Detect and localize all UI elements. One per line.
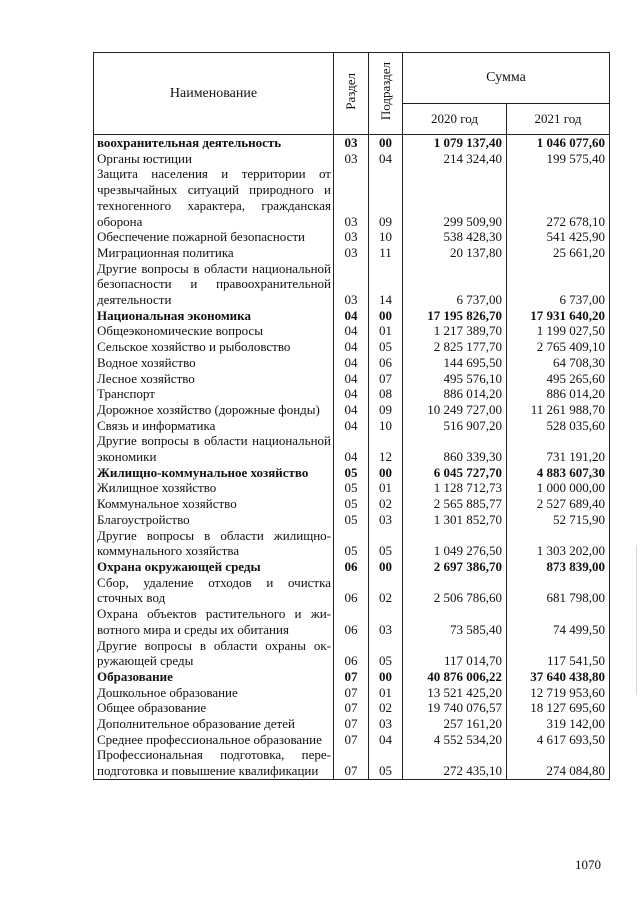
row-sum-2020: 2 825 177,70 bbox=[403, 339, 507, 355]
row-sum-2021: 6 737,00 bbox=[507, 261, 610, 308]
row-section: 04 bbox=[334, 386, 369, 402]
row-sum-2021: 1 199 027,50 bbox=[507, 323, 610, 339]
row-subsection: 02 bbox=[369, 575, 403, 606]
row-subsection: 03 bbox=[369, 512, 403, 528]
table-row bbox=[94, 151, 610, 167]
row-sum-2021: 528 035,60 bbox=[507, 418, 610, 434]
row-sum-2021: 2 765 409,10 bbox=[507, 339, 610, 355]
table-row bbox=[94, 685, 610, 701]
table-row bbox=[94, 433, 610, 464]
row-section: 07 bbox=[334, 669, 369, 685]
header-year-2021: 2021 год bbox=[507, 103, 610, 134]
table-row bbox=[94, 575, 610, 606]
row-sum-2020: 516 907,20 bbox=[403, 418, 507, 434]
header-subsection-label: Подраздел bbox=[377, 62, 393, 121]
row-sum-2020: 4 552 534,20 bbox=[403, 732, 507, 748]
row-subsection: 00 bbox=[369, 308, 403, 324]
row-sum-2020: 10 249 727,00 bbox=[403, 402, 507, 418]
row-section: 07 bbox=[334, 732, 369, 748]
row-sum-2021: 199 575,40 bbox=[507, 151, 610, 167]
header-year-2020: 2020 год bbox=[403, 103, 507, 134]
row-sum-2020: 2 506 786,60 bbox=[403, 575, 507, 606]
row-sum-2020: 144 695,50 bbox=[403, 355, 507, 371]
row-section: 07 bbox=[334, 700, 369, 716]
row-sum-2021: 117 541,50 bbox=[507, 638, 610, 669]
row-name: Другие вопросы в области национальной безопасности и правоохранительной деятельности bbox=[94, 261, 334, 308]
row-subsection: 03 bbox=[369, 716, 403, 732]
row-name: Жилищно-коммунальное хозяйство bbox=[94, 465, 334, 481]
row-subsection: 01 bbox=[369, 323, 403, 339]
row-subsection: 02 bbox=[369, 496, 403, 512]
row-section: 06 bbox=[334, 575, 369, 606]
row-sum-2020: 6 045 727,70 bbox=[403, 465, 507, 481]
table-row bbox=[94, 323, 610, 339]
row-name: Другие вопросы в области национальной экономики bbox=[94, 433, 334, 464]
table-row bbox=[94, 732, 610, 748]
row-subsection: 06 bbox=[369, 355, 403, 371]
row-name: Коммунальное хозяйство bbox=[94, 496, 334, 512]
row-subsection: 05 bbox=[369, 747, 403, 779]
row-subsection: 08 bbox=[369, 386, 403, 402]
row-name: Национальная экономика bbox=[94, 308, 334, 324]
row-subsection: 00 bbox=[369, 669, 403, 685]
row-name: Лесное хозяйство bbox=[94, 371, 334, 387]
table-row bbox=[94, 229, 610, 245]
row-sum-2021: 12 719 953,60 bbox=[507, 685, 610, 701]
row-sum-2021: 319 142,00 bbox=[507, 716, 610, 732]
row-subsection: 10 bbox=[369, 229, 403, 245]
row-name: Миграционная политика bbox=[94, 245, 334, 261]
row-sum-2020: 2 565 885,77 bbox=[403, 496, 507, 512]
row-name: Общеэкономические вопросы bbox=[94, 323, 334, 339]
row-section: 07 bbox=[334, 747, 369, 779]
table-row bbox=[94, 402, 610, 418]
row-sum-2020: 886 014,20 bbox=[403, 386, 507, 402]
table-row bbox=[94, 716, 610, 732]
row-sum-2020: 117 014,70 bbox=[403, 638, 507, 669]
row-section: 06 bbox=[334, 559, 369, 575]
row-subsection: 09 bbox=[369, 166, 403, 229]
row-sum-2021: 731 191,20 bbox=[507, 433, 610, 464]
row-sum-2021: 74 499,50 bbox=[507, 606, 610, 637]
row-section: 03 bbox=[334, 166, 369, 229]
row-sum-2020: 19 740 076,57 bbox=[403, 700, 507, 716]
row-sum-2021: 272 678,10 bbox=[507, 166, 610, 229]
row-sum-2020: 1 049 276,50 bbox=[403, 528, 507, 559]
row-sum-2021: 681 798,00 bbox=[507, 575, 610, 606]
row-name: Водное хозяйство bbox=[94, 355, 334, 371]
row-sum-2020: 214 324,40 bbox=[403, 151, 507, 167]
table-row bbox=[94, 606, 610, 637]
row-sum-2021: 25 661,20 bbox=[507, 245, 610, 261]
table-body bbox=[94, 135, 610, 780]
page-number: 1070 bbox=[575, 857, 601, 872]
row-subsection: 05 bbox=[369, 638, 403, 669]
row-name: Защита населения и территории от чрезвычайных ситуаций природного и техногенного характера, гражданская оборона bbox=[94, 166, 334, 229]
table-row bbox=[94, 166, 610, 229]
row-sum-2021: 17 931 640,20 bbox=[507, 308, 610, 324]
header-sum: Сумма bbox=[403, 53, 610, 104]
table-row bbox=[94, 559, 610, 575]
row-section: 04 bbox=[334, 308, 369, 324]
row-sum-2020: 1 217 389,70 bbox=[403, 323, 507, 339]
row-subsection: 04 bbox=[369, 732, 403, 748]
row-subsection: 14 bbox=[369, 261, 403, 308]
row-sum-2020: 1 079 137,40 bbox=[403, 135, 507, 151]
row-name: Охрана объектов растительного и животного мира и среды их обитания bbox=[94, 606, 334, 637]
row-name: Дошкольное образование bbox=[94, 685, 334, 701]
row-section: 06 bbox=[334, 638, 369, 669]
row-section: 05 bbox=[334, 528, 369, 559]
row-name: Профессиональная подготовка, переподготовка и повышение квалификации bbox=[94, 747, 334, 779]
row-section: 04 bbox=[334, 402, 369, 418]
row-sum-2021: 1 000 000,00 bbox=[507, 480, 610, 496]
row-sum-2020: 13 521 425,20 bbox=[403, 685, 507, 701]
row-subsection: 07 bbox=[369, 371, 403, 387]
row-sum-2020: 2 697 386,70 bbox=[403, 559, 507, 575]
row-subsection: 05 bbox=[369, 528, 403, 559]
row-sum-2021: 274 084,80 bbox=[507, 747, 610, 779]
row-name: Сбор, удаление отходов и очистка сточных вод bbox=[94, 575, 334, 606]
row-name: Дополнительное образование детей bbox=[94, 716, 334, 732]
row-name: Сельское хозяйство и рыболовство bbox=[94, 339, 334, 355]
table-row bbox=[94, 496, 610, 512]
row-section: 03 bbox=[334, 261, 369, 308]
row-sum-2021: 1 303 202,00 bbox=[507, 528, 610, 559]
table-header bbox=[94, 53, 610, 135]
row-section: 04 bbox=[334, 355, 369, 371]
budget-table bbox=[93, 52, 610, 780]
row-name: Другие вопросы в области жилищно-коммунального хозяйства bbox=[94, 528, 334, 559]
row-name: Обеспечение пожарной безопасности bbox=[94, 229, 334, 245]
table-row bbox=[94, 135, 610, 151]
row-sum-2020: 538 428,30 bbox=[403, 229, 507, 245]
row-subsection: 03 bbox=[369, 606, 403, 637]
row-subsection: 00 bbox=[369, 465, 403, 481]
table-row bbox=[94, 669, 610, 685]
row-subsection: 09 bbox=[369, 402, 403, 418]
row-section: 05 bbox=[334, 512, 369, 528]
row-sum-2021: 2 527 689,40 bbox=[507, 496, 610, 512]
row-sum-2021: 886 014,20 bbox=[507, 386, 610, 402]
row-subsection: 00 bbox=[369, 559, 403, 575]
row-name: Связь и информатика bbox=[94, 418, 334, 434]
row-section: 05 bbox=[334, 465, 369, 481]
table-row bbox=[94, 480, 610, 496]
row-section: 04 bbox=[334, 418, 369, 434]
row-sum-2021: 495 265,60 bbox=[507, 371, 610, 387]
header-section bbox=[334, 53, 369, 135]
row-name: Другие вопросы в области охраны окружающей среды bbox=[94, 638, 334, 669]
row-section: 03 bbox=[334, 151, 369, 167]
table-row bbox=[94, 512, 610, 528]
row-section: 03 bbox=[334, 245, 369, 261]
row-section: 05 bbox=[334, 480, 369, 496]
row-sum-2020: 20 137,80 bbox=[403, 245, 507, 261]
table-row bbox=[94, 700, 610, 716]
row-sum-2020: 1 301 852,70 bbox=[403, 512, 507, 528]
table-row bbox=[94, 638, 610, 669]
row-subsection: 11 bbox=[369, 245, 403, 261]
row-name: Органы юстиции bbox=[94, 151, 334, 167]
row-subsection: 01 bbox=[369, 480, 403, 496]
row-sum-2020: 860 339,30 bbox=[403, 433, 507, 464]
row-section: 07 bbox=[334, 685, 369, 701]
table-row bbox=[94, 355, 610, 371]
table-row bbox=[94, 261, 610, 308]
row-subsection: 05 bbox=[369, 339, 403, 355]
row-subsection: 00 bbox=[369, 135, 403, 151]
row-section: 03 bbox=[334, 135, 369, 151]
header-subsection bbox=[369, 53, 403, 135]
row-name: Жилищное хозяйство bbox=[94, 480, 334, 496]
row-sum-2021: 873 839,00 bbox=[507, 559, 610, 575]
table-row bbox=[94, 418, 610, 434]
row-sum-2020: 1 128 712,73 bbox=[403, 480, 507, 496]
header-section-label: Раздел bbox=[343, 73, 358, 110]
row-subsection: 12 bbox=[369, 433, 403, 464]
row-sum-2020: 73 585,40 bbox=[403, 606, 507, 637]
row-sum-2021: 18 127 695,60 bbox=[507, 700, 610, 716]
row-name: Образование bbox=[94, 669, 334, 685]
page-edge-shadow bbox=[636, 545, 637, 695]
table-row bbox=[94, 747, 610, 779]
row-section: 07 bbox=[334, 716, 369, 732]
row-subsection: 01 bbox=[369, 685, 403, 701]
row-section: 04 bbox=[334, 371, 369, 387]
header-name: Наименование bbox=[94, 53, 334, 135]
table-row bbox=[94, 308, 610, 324]
row-name: Благоустройство bbox=[94, 512, 334, 528]
table-row bbox=[94, 465, 610, 481]
row-sum-2020: 257 161,20 bbox=[403, 716, 507, 732]
row-sum-2021: 11 261 988,70 bbox=[507, 402, 610, 418]
row-subsection: 02 bbox=[369, 700, 403, 716]
row-sum-2021: 37 640 438,80 bbox=[507, 669, 610, 685]
row-sum-2021: 4 617 693,50 bbox=[507, 732, 610, 748]
table-row bbox=[94, 386, 610, 402]
table-row bbox=[94, 371, 610, 387]
table-row bbox=[94, 528, 610, 559]
table-row bbox=[94, 339, 610, 355]
row-subsection: 04 bbox=[369, 151, 403, 167]
row-section: 04 bbox=[334, 433, 369, 464]
row-name: Общее образование bbox=[94, 700, 334, 716]
row-sum-2020: 495 576,10 bbox=[403, 371, 507, 387]
row-sum-2021: 64 708,30 bbox=[507, 355, 610, 371]
row-subsection: 10 bbox=[369, 418, 403, 434]
row-section: 04 bbox=[334, 323, 369, 339]
row-name: Среднее профессиональное образование bbox=[94, 732, 334, 748]
row-sum-2020: 40 876 006,22 bbox=[403, 669, 507, 685]
row-sum-2020: 272 435,10 bbox=[403, 747, 507, 779]
row-sum-2021: 52 715,90 bbox=[507, 512, 610, 528]
row-sum-2020: 6 737,00 bbox=[403, 261, 507, 308]
row-name: воохранительная деятельность bbox=[94, 135, 334, 151]
row-sum-2020: 299 509,90 bbox=[403, 166, 507, 229]
row-sum-2020: 17 195 826,70 bbox=[403, 308, 507, 324]
table-row bbox=[94, 245, 610, 261]
row-section: 03 bbox=[334, 229, 369, 245]
row-sum-2021: 541 425,90 bbox=[507, 229, 610, 245]
row-name: Дорожное хозяйство (дорожные фонды) bbox=[94, 402, 334, 418]
row-section: 06 bbox=[334, 606, 369, 637]
row-section: 05 bbox=[334, 496, 369, 512]
row-name: Транспорт bbox=[94, 386, 334, 402]
row-name: Охрана окружающей среды bbox=[94, 559, 334, 575]
row-sum-2021: 4 883 607,30 bbox=[507, 465, 610, 481]
row-sum-2021: 1 046 077,60 bbox=[507, 135, 610, 151]
row-section: 04 bbox=[334, 339, 369, 355]
